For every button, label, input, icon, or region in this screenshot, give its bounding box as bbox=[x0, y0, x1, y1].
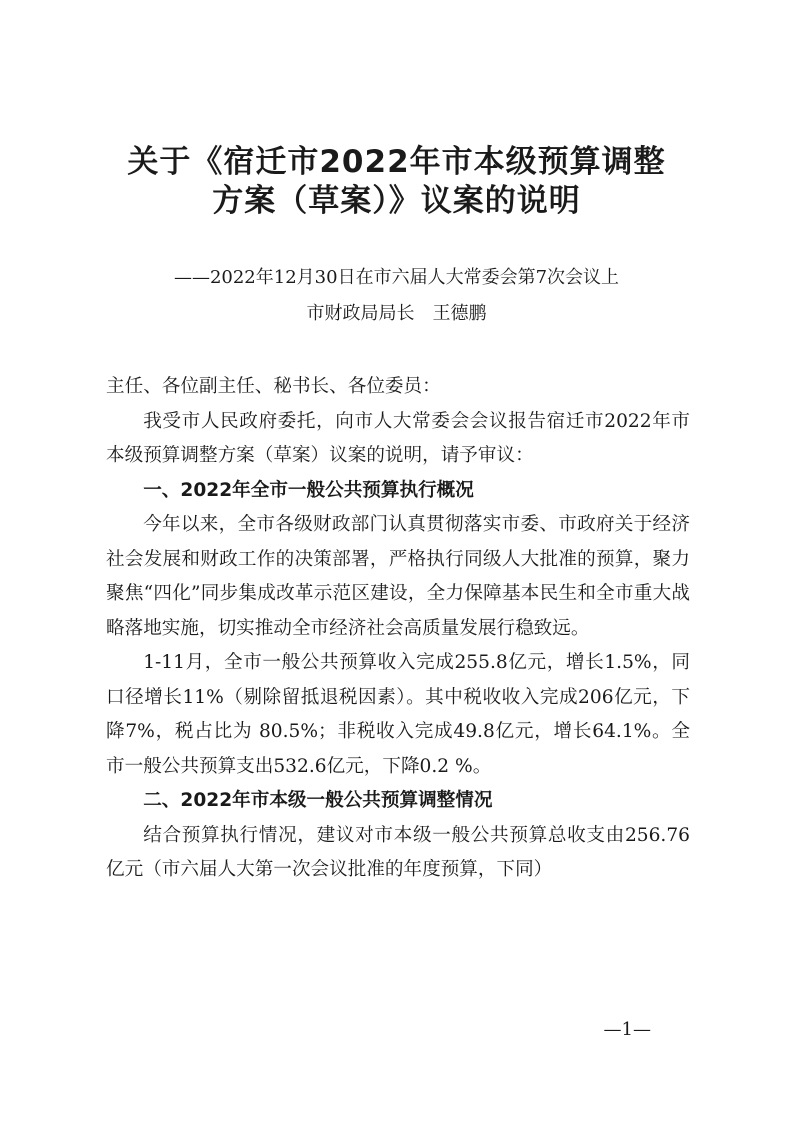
intro-paragraph: 我受市人民政府委托，向市人大常委会会议报告宿迁市2022年市本级预算调整方案（草案）议案的说明，请予审议： bbox=[106, 410, 690, 466]
document-title-line-1: 关于《宿迁市2022年市本级预算调整 bbox=[127, 144, 666, 180]
speaker-info: 市财政局局长 王德鹏 bbox=[306, 303, 487, 324]
document-body bbox=[106, 370, 690, 888]
revenue-paragraph: 1-11月，全市一般公共预算收入完成255.8亿元，增长1.5%，同口径增长11%（剔除留抵退税因素）。其中税收收入完成206亿元，下降7%，税占比为 80.5%；非税收入完成49.8亿元，增长64.1%。全市一般公共预算支出532.6亿元，下降0.2 %。 bbox=[106, 652, 690, 777]
adjustment-paragraph: 结合预算执行情况，建议对市本级一般公共预算总收支由256.76亿元（市六届人大第一次会议批准的年度预算，下同） bbox=[106, 824, 690, 880]
overview-paragraph: 今年以来，全市各级财政部门认真贯彻落实市委、市政府关于经济社会发展和财政工作的决策部署，严格执行同级人大批准的预算，聚力聚焦“四化”同步集成改革示范区建设，全力保障基本民生和全市重大战略落地实施，切实推动全市经济社会高质量发展行稳致远。 bbox=[106, 514, 690, 639]
document-title-line-2: 方案（草案）》议案的说明 bbox=[212, 183, 581, 219]
page-number: —1— bbox=[603, 1019, 651, 1040]
salutation: 主任、各位副主任、秘书长、各位委员： bbox=[106, 376, 441, 397]
meeting-info: ——2022年12月30日在市六届人大常委会第7次会议上 bbox=[173, 267, 620, 288]
section-heading-1: 一、2022年全市一般公共预算执行概况 bbox=[143, 479, 474, 501]
section-heading-2: 二、2022年市本级一般公共预算调整情况 bbox=[143, 790, 493, 811]
